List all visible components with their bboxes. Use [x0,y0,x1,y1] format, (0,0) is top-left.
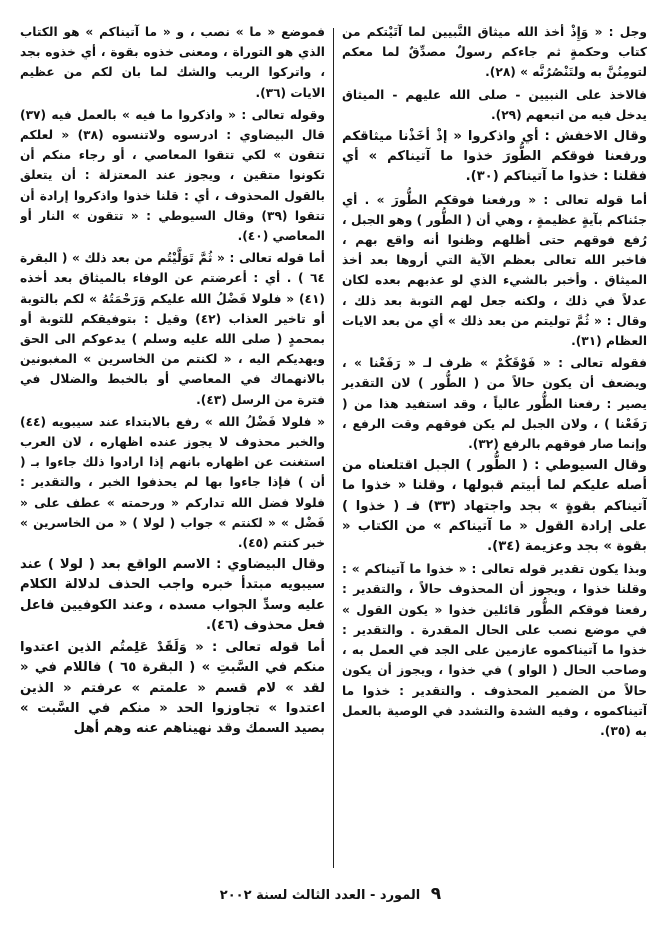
paragraph: وقال البيضاوي : الاسم الواقع بعد ( لولا ) عند سيبويه مبتدأ خبره واجب الحذف لدلالة الكلام عليه وسدِّ الجواب مسده ، وعند الكوفيين فاعل فعل محذوف (٤٦). [20,557,325,633]
paragraph: أما قوله تعالى : « وَلَقَدْ عَلِمتُم الذين اعتدوا منكم في السَّبتِ » ( البقرة ٦٥ ) فاللام في « لقد » لام قسم « علمتم » عرفتم « الذين اعتدوا » تجاوزوا الحد « منكم في السَّبت » بصيد السمك وقد نهيناهم عنه وهم أهل [20,640,325,736]
paragraph: وبذا يكون تقدير قوله تعالى : « خذوا ما آتيناكم » : وقلنا خذوا ، ويجوز أن المحذوف حالاً ، والتقدير : رفعنا فوقكم الطُّور قائلين خذوا « يكون القول » في موضع نصب على الحال المقدرة . والتقدير : خذوا ما آتيناكموه عازمين على الجد في العمل به ، وصاحب الحال ( الواو ) في خذوا ، ويجوز أن يكون حالاً من الضمير المحذوف . والتقدير : خذوا ما آتيناكموه ، وفيه الشدة والتشدد في الوصية بالعمل به (٣٥). [342,562,647,738]
paragraph: فالاخذ على النبيين - صلى الله عليهم - الميثاق يدخل فيه من اتبعهم (٢٩). [342,87,647,122]
right-column [334,22,647,880]
paragraph: وقال السيوطي : ( الطُّور ) الجبل اقتلعناه من أصله عليكم لما أبيتم قبولها ، وقلنا « خذوا ما آتيناكم بقوةٍ » بجد واجتهاد (٣٣) فـ ( خذوا ) على إرادة القول « ما آتيناكم » من الكتاب « بقوة » بجد وعزيمة (٣٤). [342,458,647,555]
page-footer [0,884,661,904]
paragraph: أما قوله تعالى : « ثُمَّ تَوَلَّيْتُم من بعد ذلك » ( البقرة ٦٤ ) . أي : أعرضتم عن الوفاء بالميثاق بعد أخذه (٤١) « فلولا فَضْلُ الله عليكم وَرَحْمَتُهُ » لكم بالتوبة أو تاخير العذاب (٤٢) وقيل : بتوفيقكم للتوبة أو بمحمدٍ ( صلى الله عليه وسلم ) يدعوكم الى الحق ويهديكم اليه ، « لكنتم من الخاسرين » المغبونين بالانهماك في المعاصي أو بالخبط والضلال في فترة من الرسل (٤٣). [20,251,325,407]
paragraph: أما قوله تعالى : « ورفعنا فوقكم الطُّورَ » . أي جئناكم بآيةٍ عظيمةٍ ، وهي أن ( الطُّور ) وهو الجبل ، رُفع فوقهم حتى أظلهم وظنوا أنه واقع بهم ، فاخبر الله تعالى بعظم الآية التي أروها بعد أخذ الميثاق . وأخبر بالشيء الذي لو عذبهم بعده لكان عدلاً في ذلك ، ولكنه جعل لهم التوبة بعد ذلك ، وقال : « ثُمَّ توليتم من بعد ذلك » أي من بعد الايات العظام (٣١). [342,192,647,349]
paragraph: وجل : « وَإِذْ أخذ الله ميثاق النَّبيين لما آتَيْتكم من كتاب وحكمةٍ ثم جاءكم رسولٌ مصدِّقٌ لما معكم لتومِنُنَّ به ولتَنْصُرُنَّه » (٢٨). [342,25,647,80]
paragraph: « فلولا فَضْلُ الله » رفع بالابتداء عند سيبويه (٤٤) والخبر محذوف لا يجوز عنده اظهاره ، لان العرب استغنت عن اظهاره بانهم إذا ارادوا ذلك جاءوا بـ ( أن ) فإذا جاءوا بها لم يحذفوا الخبر ، والتقدير : فلولا فضل الله تداركم « ورحمته » عطف على « فَضْل » « لكنتم » جواب ( لولا ) « من الخاسرين » خبر كنتم (٤٥). [20,414,325,551]
column-divider [333,28,334,868]
page-number: ٩ [430,884,442,904]
paragraph: فموضع « ما » نصب ، و « ما آتيناكم » هو الكتاب الذي هو التوراة ، ومعنى خذوه بقوة ، أي خذوه بجد ، واتركوا الريب والشك لما بان لكم من عظيم الايات (٣٦). [20,25,325,100]
article-page [14,22,647,880]
left-column [20,22,333,880]
paragraph: فقوله تعالى : « فَوْقَكُمْ » ظرف لـ « رَفَعْنا » ، ويضعف أن يكون حالاً من ( الطُّور ) لان التقدير يصير : رفعنا الطُّور عالياً ، وقد استفيد هذا من ( رَفَعْنا ) ، ولان الجبل لم يكن فوقهم وقت الرفع ، وإنما صار فوقهم بالرفع (٣٢). [342,356,647,452]
paragraph: وقال الاخفش : أي واذكروا « إذْ أخَذْنا ميثاقكم ورفعنا فوقكم الطُّورَ خذوا ما آتيناكم » أي فقلنا : خذوا ما آتيناكم (٣٠). [342,129,647,185]
journal-issue-text: المورد - العدد الثالث لسنة ٢٠٠٢ [219,888,421,903]
paragraph: وقوله تعالى : « واذكروا ما فيه » بالعمل فيه (٣٧) قال البيضاوي : ادرسوه ولاتنسوه (٣٨) « لعلكم تتقون » لكي تتقوا المعاصي ، أو رجاء منكم أن تكونوا متقين ، ويجوز عند المعتزلة : أن يتعلق بالقول المحذوف ، أي : قلنا خذوا واذكروا إرادة أن تتقوا (٣٩) وقال السيوطي : « تتقون » النار أو المعاصي (٤٠). [20,107,325,244]
